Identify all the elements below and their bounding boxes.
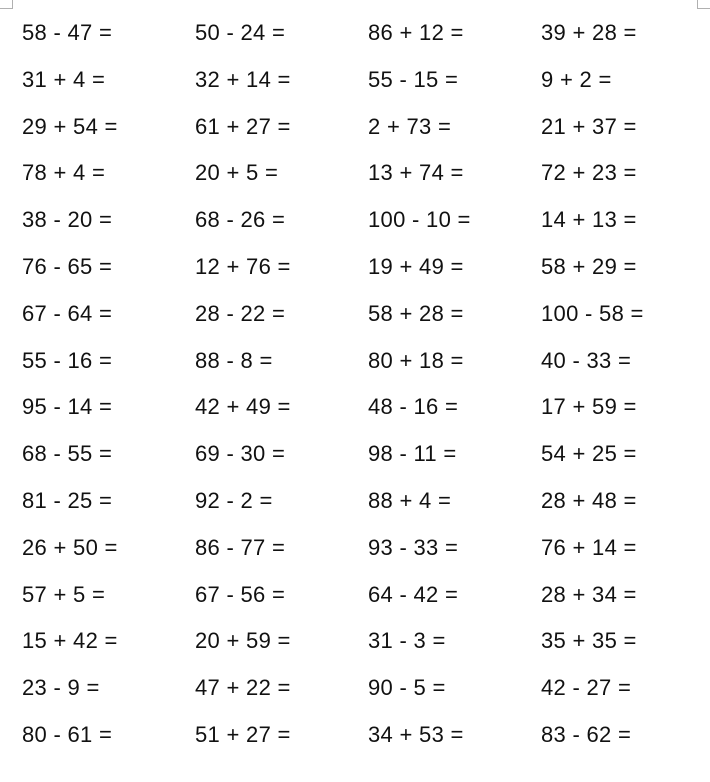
math-problem: 100 - 10 = <box>368 207 471 233</box>
math-problem: 32 + 14 = <box>195 66 291 92</box>
math-problem: 28 + 34 = <box>541 581 637 607</box>
problem-grid <box>22 14 702 763</box>
math-problem: 13 + 74 = <box>368 160 464 186</box>
math-problem: 67 - 64 = <box>22 300 113 326</box>
math-problem: 42 + 49 = <box>195 394 291 420</box>
math-problem: 90 - 5 = <box>368 675 446 701</box>
math-problem: 100 - 58 = <box>541 300 644 326</box>
math-problem: 72 + 23 = <box>541 160 637 186</box>
math-problem: 12 + 76 = <box>195 253 291 279</box>
math-problem: 69 - 30 = <box>195 441 286 467</box>
page-corner-mark-left <box>0 0 13 9</box>
math-problem: 86 - 77 = <box>195 534 286 560</box>
math-problem: 76 + 14 = <box>541 534 637 560</box>
math-problem: 23 - 9 = <box>22 675 100 701</box>
math-problem: 67 - 56 = <box>195 581 286 607</box>
math-problem: 31 - 3 = <box>368 628 446 654</box>
math-problem: 81 - 25 = <box>22 487 113 513</box>
math-problem: 80 - 61 = <box>22 721 113 747</box>
math-problem: 55 - 16 = <box>22 347 113 373</box>
math-problem: 95 - 14 = <box>22 394 113 420</box>
math-problem: 83 - 62 = <box>541 721 632 747</box>
math-problem: 20 + 5 = <box>195 160 279 186</box>
math-problem: 38 - 20 = <box>22 207 113 233</box>
math-problem: 14 + 13 = <box>541 207 637 233</box>
math-problem: 28 - 22 = <box>195 300 286 326</box>
math-problem: 39 + 28 = <box>541 20 637 45</box>
math-problem: 86 + 12 = <box>368 20 464 45</box>
math-problem: 35 + 35 = <box>541 628 637 654</box>
math-problem: 58 - 47 = <box>22 20 113 45</box>
math-problem: 78 + 4 = <box>22 160 106 186</box>
math-problem: 92 - 2 = <box>195 487 273 513</box>
math-problem: 42 - 27 = <box>541 675 632 701</box>
math-problem: 51 + 27 = <box>195 721 291 747</box>
math-problem: 2 + 73 = <box>368 113 452 139</box>
math-problem: 58 + 29 = <box>541 253 637 279</box>
math-problem: 55 - 15 = <box>368 66 459 92</box>
math-problem: 50 - 24 = <box>195 20 286 45</box>
math-problem: 58 + 28 = <box>368 300 464 326</box>
math-problem: 26 + 50 = <box>22 534 118 560</box>
math-problem: 76 - 65 = <box>22 253 113 279</box>
math-problem: 88 - 8 = <box>195 347 273 373</box>
math-problem: 98 - 11 = <box>368 441 457 467</box>
math-problem: 57 + 5 = <box>22 581 106 607</box>
math-problem: 34 + 53 = <box>368 721 464 747</box>
math-problem: 31 + 4 = <box>22 66 106 92</box>
math-problem: 40 - 33 = <box>541 347 632 373</box>
math-problem: 20 + 59 = <box>195 628 291 654</box>
math-problem: 93 - 33 = <box>368 534 459 560</box>
math-problem: 80 + 18 = <box>368 347 464 373</box>
math-problem: 17 + 59 = <box>541 394 637 420</box>
math-problem: 54 + 25 = <box>541 441 637 467</box>
math-problem: 9 + 2 = <box>541 66 612 92</box>
math-problem: 28 + 48 = <box>541 487 637 513</box>
page-corner-mark-right <box>697 0 710 9</box>
math-problem: 61 + 27 = <box>195 113 291 139</box>
math-problem: 68 - 26 = <box>195 207 286 233</box>
math-problem: 29 + 54 = <box>22 113 118 139</box>
math-problem: 19 + 49 = <box>368 253 464 279</box>
math-problem: 21 + 37 = <box>541 113 637 139</box>
math-problem: 47 + 22 = <box>195 675 291 701</box>
math-problem: 88 + 4 = <box>368 487 452 513</box>
math-problem: 68 - 55 = <box>22 441 113 467</box>
math-problem: 48 - 16 = <box>368 394 459 420</box>
math-problem: 15 + 42 = <box>22 628 118 654</box>
math-problem: 64 - 42 = <box>368 581 459 607</box>
